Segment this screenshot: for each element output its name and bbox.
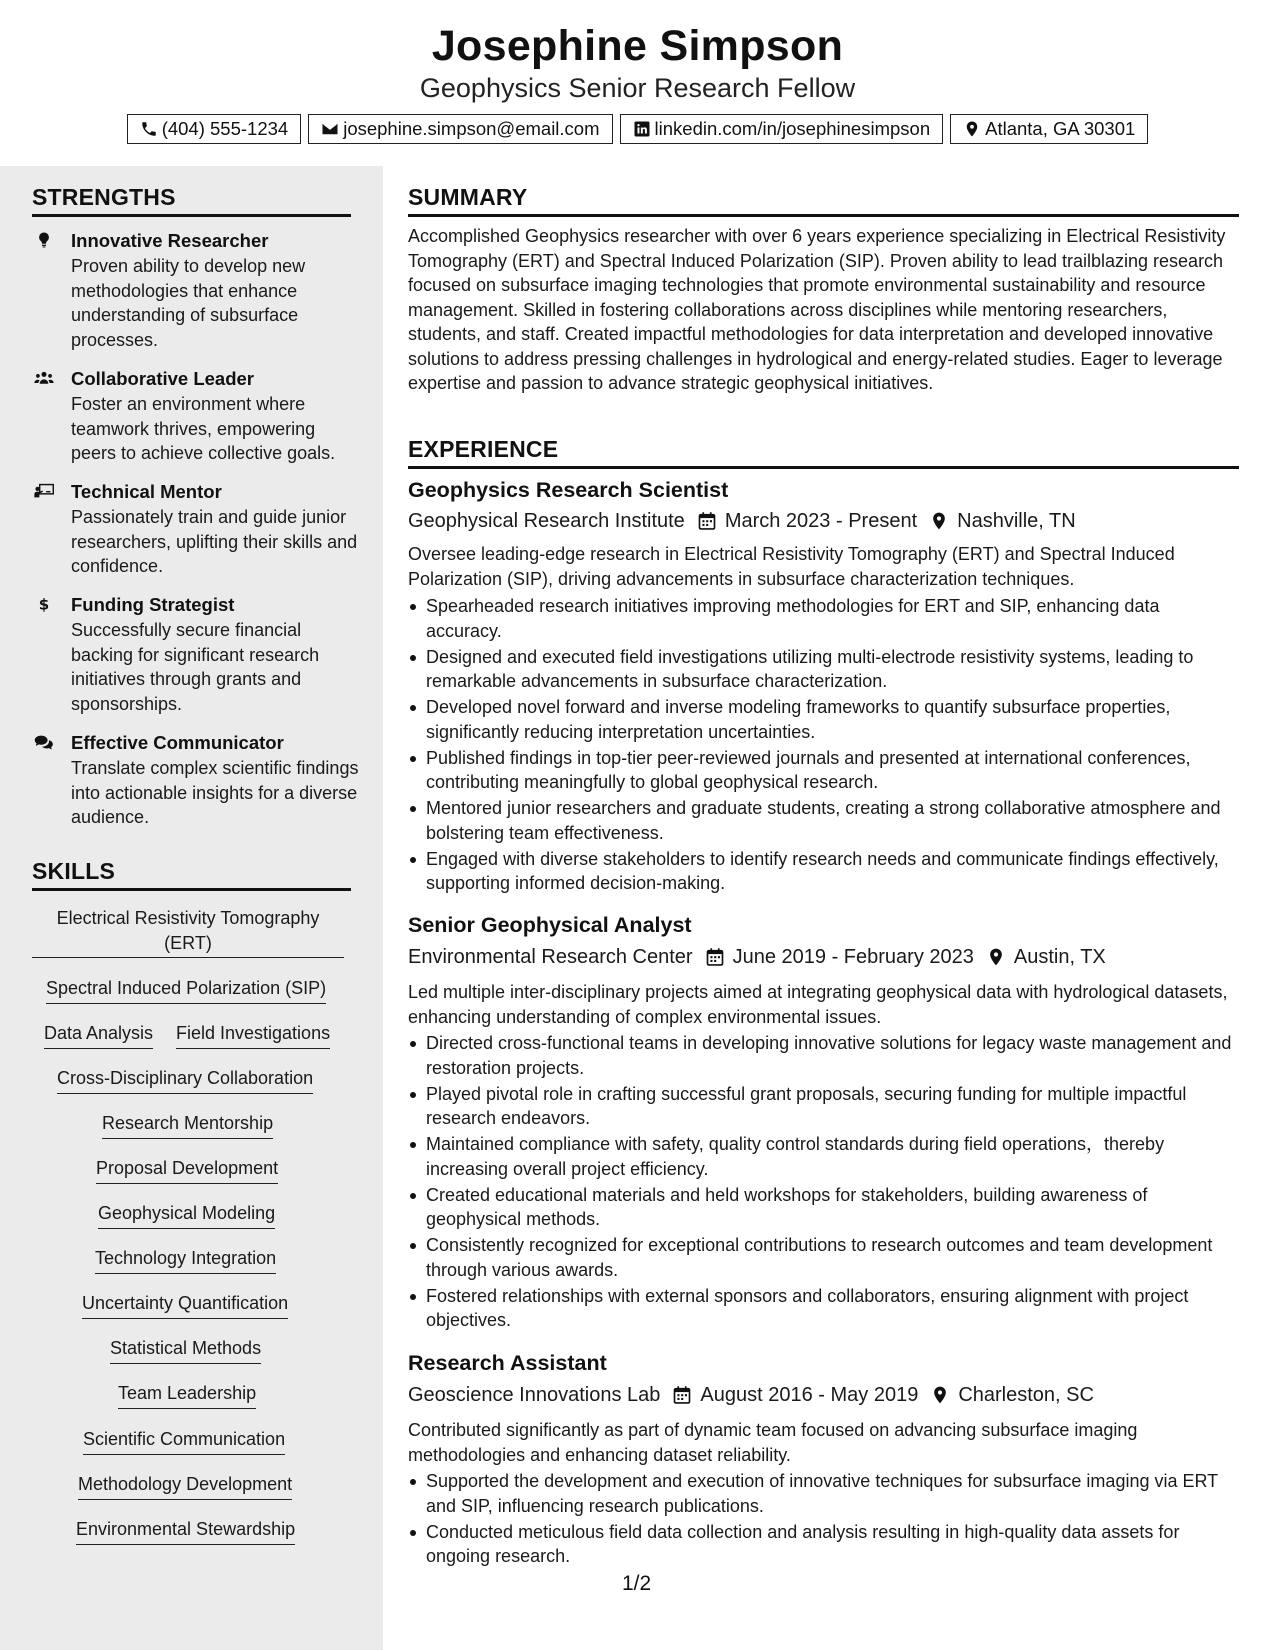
skill-tag: Geophysical Modeling xyxy=(98,1201,275,1229)
skill-tag: Field Investigations xyxy=(176,1021,330,1049)
job-bullets xyxy=(408,1031,1238,1334)
contact-location-text: Atlanta, GA 30301 xyxy=(985,118,1136,139)
comments-icon xyxy=(32,732,56,752)
contact-email-text: josephine.simpson@email.com xyxy=(343,118,600,139)
job-bullets xyxy=(408,594,1238,897)
strength-heading: Innovative Researcher xyxy=(71,230,269,251)
calendar-icon xyxy=(705,947,725,967)
strength-item xyxy=(32,592,362,716)
candidate-subtitle: Geophysics Senior Research Fellow xyxy=(419,73,856,103)
strength-heading: Collaborative Leader xyxy=(71,368,255,389)
strength-item xyxy=(32,228,362,352)
job-title: Senior Geophysical Analyst xyxy=(408,913,692,937)
map-pin-icon xyxy=(929,511,949,531)
list-item: Consistently recognized for exceptional contributions to research outcomes and team development through various awards. xyxy=(408,1233,1238,1282)
envelope-icon xyxy=(321,120,339,138)
skill-tag: Electrical Resistivity Tomography (ERT) xyxy=(32,906,344,958)
list-item: Created educational materials and held workshops for stakeholders, building awareness of geophysical methods. xyxy=(408,1183,1238,1232)
strengths-heading: STRENGTHS xyxy=(32,184,176,210)
contact-linkedin-text: linkedin.com/in/josephinesimpson xyxy=(654,118,931,139)
job-company: Environmental Research Center xyxy=(408,945,693,968)
skill-tag: Cross-Disciplinary Collaboration xyxy=(57,1066,313,1094)
strength-heading: Funding Strategist xyxy=(71,594,235,615)
contact-location xyxy=(950,114,1148,144)
skill-tag: Team Leadership xyxy=(118,1381,256,1409)
job-dates: June 2019 - February 2023 xyxy=(732,945,974,968)
svg-text:$: $ xyxy=(38,595,50,613)
job-title: Geophysics Research Scientist xyxy=(408,478,729,502)
summary-heading: SUMMARY xyxy=(408,184,528,210)
strength-item xyxy=(32,479,362,579)
strength-text: Proven ability to develop new methodologies that enhance understanding of subsurface processes. xyxy=(71,256,306,350)
job-dates: March 2023 - Present xyxy=(724,509,918,532)
job-description: Contributed significantly as part of dynamic team focused on advancing subsurface imaging methodologies and enhancing dataset reliability. xyxy=(408,1420,1138,1465)
job-location: Austin, TX xyxy=(1013,945,1106,968)
lightbulb-icon xyxy=(32,230,56,250)
dollar-icon xyxy=(32,594,56,614)
job-meta xyxy=(408,1382,1094,1408)
summary-text: Accomplished Geophysics researcher with over 6 years experience specializing in Electrical Resistivity Tomography (ERT) and Spectral Induced Polarization (SIP). Proven ability to lead trailblazing research focused on subsurface imaging technologies that promote environmental sustainability and resource management. Skilled in fostering collaborations across disciplines while mentoring researchers, students, and staff. Created impactful methodologies for data interpretation and developed innovative solutions to address pressing challenges in hydrological and energy-related studies. Eager to leverage expertise and passion to advance strategic geophysical initiatives. xyxy=(408,226,1226,393)
skill-tag: Environmental Stewardship xyxy=(76,1517,295,1545)
calendar-icon xyxy=(697,511,717,531)
job-description: Oversee leading-edge research in Electrical Resistivity Tomography (ERT) and Spectral Induced Polarization (SIP), driving advancements in subsurface characterization techniques. xyxy=(408,544,1175,589)
contact-phone xyxy=(127,114,302,144)
job-description: Led multiple inter-disciplinary projects aimed at integrating geophysical data with hydrological datasets, enhancing understanding of complex environmental issues. xyxy=(408,982,1228,1027)
list-item: Engaged with diverse stakeholders to identify research needs and communicate findings effectively, supporting informed decision-making. xyxy=(408,847,1238,896)
job-bullets xyxy=(408,1469,1238,1570)
contact-bar xyxy=(0,114,1275,144)
job-meta xyxy=(408,944,1106,970)
strengths-divider xyxy=(32,214,351,217)
candidate-name: Josephine Simpson xyxy=(431,22,844,70)
job-location: Nashville, TN xyxy=(957,509,1076,532)
map-pin-icon xyxy=(986,947,1006,967)
list-item: Maintained compliance with safety, quality control standards during field operations，thereby increasing overall project efficiency. xyxy=(408,1132,1238,1181)
chalkboard-teacher-icon xyxy=(32,481,56,501)
skill-tag: Proposal Development xyxy=(96,1156,278,1184)
strength-text: Successfully secure financial backing for significant research initiatives through grants and sponsorships. xyxy=(71,620,320,714)
job-company: Geophysical Research Institute xyxy=(408,509,685,532)
list-item: Played pivotal role in crafting successful grant proposals, securing funding for multiple impactful research endeavors. xyxy=(408,1082,1238,1131)
strength-text: Passionately train and guide junior researchers, uplifting their skills and confidence. xyxy=(71,507,358,576)
map-pin-icon xyxy=(930,1385,950,1405)
strength-heading: Effective Communicator xyxy=(71,732,284,753)
job-meta xyxy=(408,508,1076,534)
skill-tag: Uncertainty Quantification xyxy=(82,1291,288,1319)
skill-tag: Spectral Induced Polarization (SIP) xyxy=(46,976,326,1004)
skill-tag: Statistical Methods xyxy=(110,1336,261,1364)
skill-tag: Scientific Communication xyxy=(83,1427,285,1455)
experience-divider xyxy=(408,466,1239,469)
strength-heading: Technical Mentor xyxy=(71,481,222,502)
job-location: Charleston, SC xyxy=(958,1383,1094,1406)
skills-heading: SKILLS xyxy=(32,858,115,884)
contact-phone-text: (404) 555-1234 xyxy=(161,118,289,139)
strength-text: Foster an environment where teamwork thrives, empowering peers to achieve collective goals. xyxy=(71,394,336,463)
list-item: Designed and executed field investigations utilizing multi-electrode resistivity systems, leading to remarkable advancements in subsurface characterization. xyxy=(408,645,1238,694)
linkedin-icon xyxy=(633,120,651,138)
summary-divider xyxy=(408,214,1239,217)
experience-heading: EXPERIENCE xyxy=(408,436,559,462)
list-item: Conducted meticulous field data collection and analysis resulting in high-quality data assets for ongoing research. xyxy=(408,1520,1238,1569)
page-number: 1/2 xyxy=(622,1572,652,1595)
list-item: Spearheaded research initiatives improving methodologies for ERT and SIP, enhancing data accuracy. xyxy=(408,594,1238,643)
list-item: Mentored junior researchers and graduate students, creating a strong collaborative atmosphere and bolstering team effectiveness. xyxy=(408,796,1238,845)
list-item: Published findings in top-tier peer-reviewed journals and presented at international conferences, contributing meaningfully to global geophysical research. xyxy=(408,746,1238,795)
skill-tag: Methodology Development xyxy=(78,1472,292,1500)
skills-divider xyxy=(32,888,351,891)
skill-tag: Technology Integration xyxy=(95,1246,276,1274)
skill-tag: Research Mentorship xyxy=(102,1111,273,1139)
list-item: Developed novel forward and inverse modeling frameworks to quantify subsurface properties, significantly reducing interpretation uncertainties. xyxy=(408,695,1238,744)
contact-email[interactable] xyxy=(308,114,612,144)
job-dates: August 2016 - May 2019 xyxy=(700,1383,919,1406)
contact-linkedin[interactable] xyxy=(620,114,944,144)
list-item: Directed cross-functional teams in developing innovative solutions for legacy waste management and restoration projects. xyxy=(408,1031,1238,1080)
job-title: Research Assistant xyxy=(408,1351,607,1375)
list-item: Fostered relationships with external sponsors and collaborators, ensuring alignment with project objectives. xyxy=(408,1284,1238,1333)
map-pin-icon xyxy=(963,120,981,138)
list-item: Supported the development and execution of innovative techniques for subsurface imaging via ERT and SIP, influencing research publications. xyxy=(408,1469,1238,1518)
skill-tag: Data Analysis xyxy=(44,1021,153,1049)
strength-text: Translate complex scientific findings into actionable insights for a diverse audience. xyxy=(71,758,359,827)
job-company: Geoscience Innovations Lab xyxy=(408,1383,661,1406)
phone-icon xyxy=(140,120,158,138)
calendar-icon xyxy=(672,1385,692,1405)
people-group-icon xyxy=(32,368,56,388)
strength-item xyxy=(32,366,362,466)
strength-item xyxy=(32,730,362,830)
